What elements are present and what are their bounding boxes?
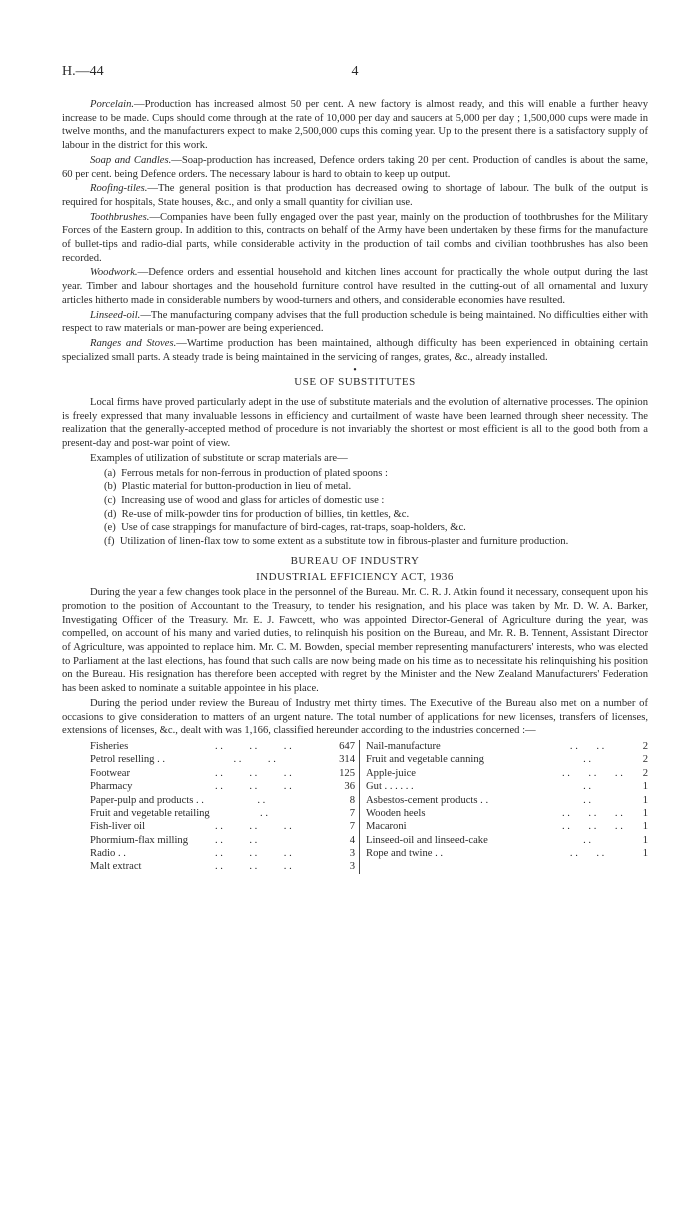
industry-name: Footwear (90, 767, 131, 779)
list-item (62, 535, 648, 549)
industry-name: Malt extract (90, 861, 142, 873)
industry-name: Asbestos-cement products . . (366, 794, 489, 806)
industries-table-left-column (62, 740, 360, 874)
bureau-applications-paragraph: During the period under review the Bureau of Industry met thirty times. The Executive of the Bureau also met on a number of occasions to give consideration to matters of an urgent nature. The total number of applications for new licenses, transfers of licenses, extensions of licenses, &c., dealt with was 1,166, classified hereunder according to the industries concerned :— (62, 697, 648, 737)
table-row (62, 740, 355, 753)
leader-dots: . . . . (207, 754, 276, 766)
section-dot-mark: • (353, 365, 357, 377)
table-row (62, 820, 355, 833)
substitutes-examples-lead: Examples of utilization of substitute or scrap materials are— (90, 452, 348, 464)
list-marker: (f) (104, 536, 115, 548)
industry-name: Macaroni (366, 821, 407, 833)
document-reference: H.—44 (62, 64, 104, 79)
paragraph-lead: Toothbrushes. (90, 211, 150, 223)
table-row (62, 847, 355, 860)
application-count: 7 (349, 821, 355, 833)
leader-dots: . . . . . . (207, 821, 292, 833)
list-item (62, 467, 648, 481)
application-count: 647 (339, 740, 355, 752)
paragraph-soap-candles (62, 154, 648, 181)
application-count: 2 (642, 740, 648, 752)
industry-name: Rope and twine . . (366, 848, 444, 860)
paragraph-ranges-stoves (62, 337, 648, 364)
list-item (62, 521, 648, 535)
list-marker: (e) (104, 522, 116, 534)
list-marker: (a) (104, 467, 116, 479)
application-count: 3 (349, 861, 355, 873)
list-marker: (c) (104, 494, 116, 506)
section-subheading-act: INDUSTRIAL EFFICIENCY ACT, 1936 (256, 570, 454, 583)
paragraph-toothbrushes (62, 211, 648, 266)
leader-dots: . . (554, 834, 592, 846)
table-row (366, 740, 648, 753)
document-body (62, 98, 648, 874)
leader-dots: . . . . . . (207, 781, 292, 793)
application-count: 125 (339, 767, 355, 779)
table-row (366, 780, 648, 793)
industry-name: Paper-pulp and products . . (90, 794, 204, 806)
leader-dots: . . . . (554, 740, 605, 752)
industry-name: Fisheries (90, 740, 129, 752)
leader-dots: . . . . . . (207, 848, 292, 860)
application-count: 1 (642, 821, 648, 833)
list-text: Increasing use of wood and glass for articles of domestic use : (121, 494, 385, 506)
leader-dots: . . (554, 781, 592, 793)
section-heading-substitutes: USE OF SUBSTITUTES (294, 376, 416, 389)
leader-dots: . . (207, 794, 266, 806)
table-row (62, 860, 355, 873)
paragraph-text: —Defence orders and essential household and kitchen lines account for practically the whole output during the last year. Timber and labour shortages and the household furniture control have resulted in the cutting-out of all ornamental and luxury articles hitherto made in considerable numbers by wood-turners and others, and considerable economies have resulted. (62, 267, 648, 306)
section-heading-bureau: BUREAU OF INDUSTRY (290, 554, 420, 567)
table-row (366, 820, 648, 833)
leader-dots: . . . . . . (207, 740, 292, 752)
application-count: 36 (344, 781, 355, 793)
industry-name: Gut . . . . . . (366, 781, 414, 793)
list-marker: (d) (104, 508, 117, 520)
paragraph-porcelain (62, 98, 648, 153)
application-count: 2 (642, 767, 648, 779)
industries-table (62, 740, 648, 874)
application-count: 7 (349, 807, 355, 819)
application-count: 1 (642, 848, 648, 860)
list-text: Plastic material for button-production in lieu of metal. (121, 481, 352, 493)
leader-dots: . . . . (207, 834, 258, 846)
table-row (62, 834, 355, 847)
paragraph-lead: Porcelain. (90, 99, 135, 110)
table-row (366, 834, 648, 847)
industry-name: Wooden heels (366, 807, 426, 819)
table-row (366, 794, 648, 807)
industry-name: Fruit and vegetable retailing (90, 807, 210, 819)
application-count: 1 (642, 807, 648, 819)
list-text: Ferrous metals for non-ferrous in production of plated spoons : (121, 467, 388, 479)
industries-table-right-column (360, 740, 648, 874)
industry-name: Petrol reselling . . (90, 754, 166, 766)
paragraph-lead: Woodwork. (90, 267, 138, 279)
application-count: 1 (642, 781, 648, 793)
leader-dots: . . . . . . (554, 807, 623, 819)
table-row (62, 753, 355, 766)
application-count: 8 (349, 794, 355, 806)
paragraph-text: —Soap-production has increased, Defence orders taking 20 per cent. Production of candles is about the same, 60 per cent. being Defence orders. The necessary labour is hard to obtain to keep up output. (62, 154, 649, 180)
paragraph-roofing-tiles (62, 182, 648, 209)
table-row (62, 807, 355, 820)
bureau-personnel-paragraph: During the year a few changes took place in the personnel of the Bureau. Mr. C. R. J. Atkin found it necessary, consequent upon his promotion to the position of Accountant to the Treasury, to tender his resignation, and his place was taken by Mr. D. W. A. Barker, Investigating Officer of the Treasury. Mr. E. J. Fawcett, who was appointed Director-General of Agriculture during the year, was compelled, on account of his many and varied duties, to relinquish his position on the Bureau, and Mr. R. B. Tennent, Assistant Director of Agriculture, was appointed to replace him. Mr. C. M. Bowden, special member representing manufacturers' interests, who was elected to Parliament at the last elections, has found that such calls are now being made on his time as to necessitate his relinquishing his position on the Bureau. His resignation has therefore been accepted with regret by the Minister and the New Zealand Manufacturers' Federation has been asked to nominate a suitable appointee in his place. (62, 587, 648, 695)
table-row (62, 767, 355, 780)
application-count: 314 (339, 754, 355, 766)
application-count: 1 (642, 834, 648, 846)
leader-dots: . . . . . . (554, 821, 623, 833)
table-row (366, 753, 648, 766)
leader-dots: . . . . . . (554, 767, 623, 779)
page-number: 4 (351, 64, 359, 79)
industry-name: Linseed-oil and linseed-cake (366, 834, 488, 846)
leader-dots: . . . . . . (207, 861, 292, 873)
industry-name: Fish-liver oil (90, 821, 146, 833)
paragraph-text: —The manufacturing company advises that the full production schedule is being maintained. No difficulties either with respect to raw materials or man-power are being experienced. (62, 309, 648, 335)
leader-dots: . . . . . . (207, 767, 292, 779)
paragraph-text: —Companies have been fully engaged over the past year, mainly on the production of toothbrushes for the Military Forces of the Eastern group. In addition to this, contracts on behalf of the Army have been undertaken by these firms for the manufacture of bullet-tips and radio-dial parts, while considerable activity in the production of tail combs and civilian toothbrushes has also been recorded. (62, 211, 648, 264)
leader-dots: . . (554, 794, 592, 806)
table-row (366, 847, 648, 860)
leader-dots: . . (554, 754, 592, 766)
list-text: Re-use of milk-powder tins for production of billies, tin kettles, &c. (121, 508, 410, 520)
industry-name: Apple-juice (366, 767, 417, 779)
leader-dots: . . . . (554, 848, 605, 860)
industry-name: Nail-manufacture (366, 740, 441, 752)
application-count: 2 (642, 754, 648, 766)
application-count: 1 (642, 794, 648, 806)
paragraph-woodwork (62, 266, 648, 307)
table-row (62, 780, 355, 793)
list-item (62, 508, 648, 522)
list-marker: (b) (104, 481, 117, 493)
industry-name: Pharmacy (90, 781, 133, 793)
substitutes-list (62, 467, 648, 549)
list-text: Utilization of linen-flax tow to some extent as a substitute tow in fibrous-plaster and furniture production. (119, 536, 569, 548)
paragraph-text: —Wartime production has been maintained, although difficulty has been experienced in obtaining certain specialized small parts. A steady trade is being maintained in the servicing of ranges, grates, &c., already installed. (62, 337, 648, 363)
paragraph-lead: Ranges and Stoves. (90, 337, 177, 349)
substitutes-intro-paragraph: Local firms have proved particularly adept in the use of substitute materials and the evolution of alternative processes. The opinion is freely expressed that many invaluable lessons in efficiency and curtailment of waste have been learned through sheer necessity. The realization that the generally-accepted method of procedure is not invariably the shortest or most efficient is all to the good both from a present-day and post-war point of view. (62, 397, 648, 450)
application-count: 3 (349, 848, 355, 860)
table-row (62, 794, 355, 807)
industry-name: Fruit and vegetable canning (366, 754, 484, 766)
paragraph-text: —The general position is that production has decreased owing to shortage of labour. The bulk of the output is required for hospitals, State houses, &c., and only a small quantity for civilian use. (62, 183, 648, 208)
paragraph-lead: Roofing-tiles. (90, 183, 148, 195)
table-row (366, 767, 648, 780)
table-row (366, 807, 648, 820)
industry-name: Radio . . (90, 848, 126, 860)
paragraph-linseed-oil (62, 309, 648, 336)
paragraph-text: —Production has increased almost 50 per cent. A new factory is almost ready, and this will enable a further heavy increase to be made. Cups should come through at the rate of 10,000 per day and saucers at 5,000 per day ; 1,500,000 cups were made in twelve months, and the manufacturers expect to make 2,500,000 cups this coming year. Up to the present there is a satisfactory supply of labour in the district for this work. (62, 99, 648, 152)
list-item (62, 480, 648, 494)
application-count: 4 (349, 834, 355, 846)
industry-name: Phormium-flax milling (90, 834, 188, 846)
leader-dots: . . (209, 807, 268, 819)
list-text: Use of case strappings for manufacture of bird-cages, rat-traps, soap-holders, &c. (121, 522, 466, 534)
paragraph-lead: Soap and Candles. (90, 154, 172, 166)
page-header (62, 64, 648, 84)
list-item (62, 494, 648, 508)
paragraph-lead: Linseed-oil. (90, 309, 141, 321)
